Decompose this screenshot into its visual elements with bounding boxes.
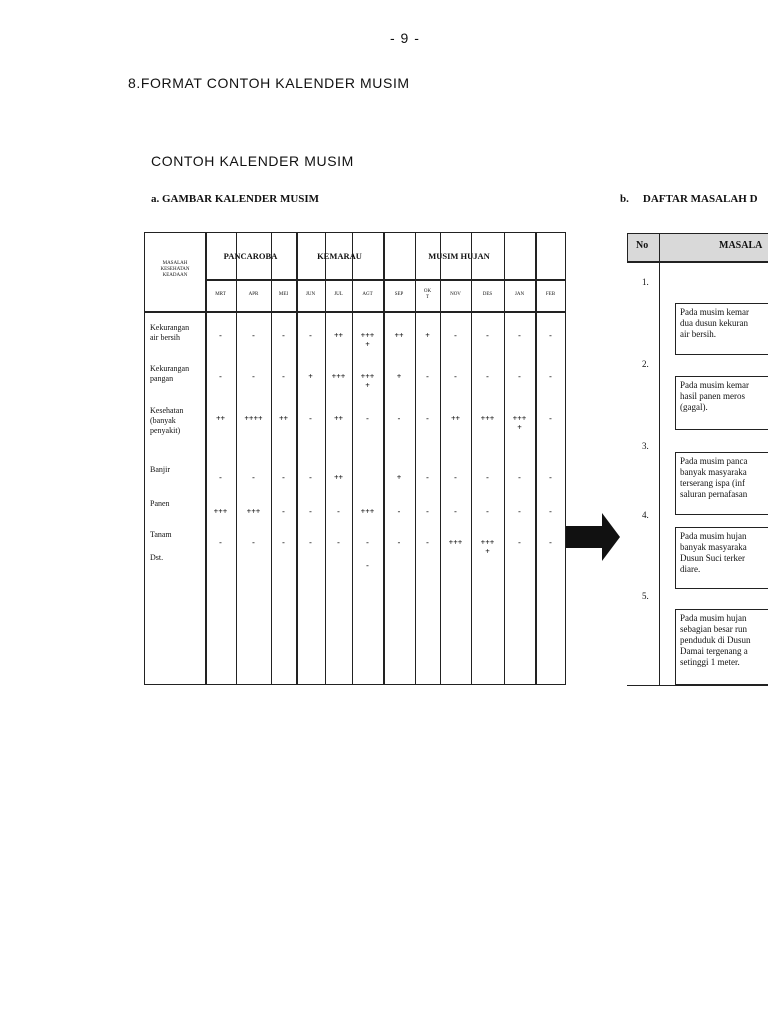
calendar-cell <box>478 538 498 556</box>
problem-text-line: Dusun Suci terker <box>680 553 745 563</box>
month-header <box>271 292 296 298</box>
calendar-cell <box>244 331 264 340</box>
calendar-cell <box>244 473 264 482</box>
header-bottom-line <box>145 311 565 313</box>
calendar-cell-value: +++ <box>360 507 375 516</box>
calendar-cell <box>446 414 466 423</box>
calendar-cell-value: + <box>425 331 430 340</box>
calendar-cell-value: - <box>486 473 489 482</box>
month-header-text: T <box>425 295 430 300</box>
calendar-cell <box>211 372 231 381</box>
row-label-line: air bersih <box>150 333 180 342</box>
problem-number: 4. <box>642 510 649 520</box>
month-header <box>205 292 236 298</box>
calendar-cell <box>389 473 409 482</box>
calendar-cell-value: +++ <box>213 507 228 516</box>
calendar-cell-value: +++ <box>360 331 375 340</box>
problem-text-line: Pada musim kemar <box>680 380 749 390</box>
row-label-line: penyakit) <box>150 426 181 435</box>
calendar-cell-value: - <box>219 372 222 381</box>
month-header-text: JUN <box>305 292 316 297</box>
calendar-cell-value: - <box>518 538 521 547</box>
calendar-cell-value: - <box>426 507 429 516</box>
calendar-cell <box>478 331 498 340</box>
row-label-line: (banyak <box>150 416 176 425</box>
month-header <box>296 292 325 298</box>
calendar-cell <box>301 372 321 381</box>
month-header <box>415 289 440 301</box>
calendar-cell-value: - <box>397 507 401 516</box>
row-label <box>150 553 205 563</box>
problem-text-line: setinggi 1 meter. <box>680 657 740 667</box>
month-header <box>535 292 566 298</box>
calendar-cell-value: +++ <box>331 372 346 381</box>
calendar-cell-value: - <box>549 331 552 340</box>
problem-box <box>675 452 768 515</box>
calendar-cell <box>301 414 321 423</box>
seasonal-calendar-table <box>144 232 566 685</box>
calendar-cell <box>274 414 294 423</box>
calendar-cell-value: + <box>485 547 490 556</box>
problem-list-line <box>627 262 768 263</box>
arrow-right-icon <box>566 513 620 561</box>
calendar-cell <box>329 331 349 340</box>
row-label-line: Banjir <box>150 465 170 474</box>
problem-box <box>675 527 768 589</box>
problem-text-line: sebagian besar run <box>680 624 747 634</box>
calendar-cell <box>274 372 294 381</box>
column-divider <box>504 233 505 684</box>
calendar-cell-value: - <box>486 331 489 340</box>
calendar-cell <box>244 507 264 516</box>
calendar-cell-value: +++ <box>512 414 527 423</box>
calendar-cell-value: + <box>308 372 313 381</box>
calendar-cell-value: - <box>549 538 552 547</box>
calendar-cell <box>244 538 264 547</box>
month-header-text: AGT <box>362 292 373 297</box>
calendar-cell-value: - <box>426 473 429 482</box>
calendar-cell <box>418 414 438 423</box>
row-label-line: Kekurangan <box>150 323 190 332</box>
caption-text: DAFTAR MASALAH D <box>642 193 758 205</box>
calendar-cell <box>329 414 349 423</box>
problem-text-line: terserang ispa (inf <box>680 478 745 488</box>
calendar-cell <box>358 331 378 349</box>
calendar-cell-value: - <box>282 538 285 547</box>
problem-text-line: dua dusun kekuran <box>680 318 748 328</box>
calendar-cell-value: ++ <box>394 331 404 340</box>
month-header <box>383 292 415 298</box>
calendar-cell-value: - <box>518 473 521 482</box>
page-number: - 9 - <box>390 30 420 46</box>
season-header: PANCAROBA <box>223 251 278 261</box>
row-label-line: Tanam <box>150 530 172 539</box>
problem-list-table <box>627 233 768 686</box>
month-header <box>504 292 535 298</box>
calendar-cell <box>389 331 409 340</box>
problem-number: 5. <box>642 591 649 601</box>
calendar-cell <box>478 507 498 516</box>
calendar-cell-value: - <box>549 414 552 423</box>
section-title: 8.FORMAT CONTOH KALENDER MUSIM <box>128 75 410 91</box>
problem-text-line: Pada musim kemar <box>680 307 749 317</box>
problem-text-line: Pada musim hujan <box>680 613 747 623</box>
row-label <box>150 530 205 540</box>
calendar-cell <box>301 507 321 516</box>
column-divider <box>535 233 537 684</box>
problem-text-line: hasil panen meros <box>680 391 745 401</box>
calendar-cell <box>358 561 378 570</box>
calendar-cell-value: ++ <box>333 331 344 340</box>
calendar-cell <box>329 507 349 516</box>
calendar-cell-value: - <box>309 473 312 482</box>
row-label-line: Kekurangan <box>150 364 190 373</box>
calendar-cell <box>478 372 498 381</box>
calendar-cell-value: - <box>426 372 429 381</box>
calendar-cell-value: - <box>282 372 285 381</box>
calendar-cell-value: - <box>454 507 457 516</box>
calendar-cell-value: +++ <box>480 414 495 423</box>
problem-text-line: (gagal). <box>680 402 708 412</box>
calendar-cell-value: - <box>426 414 429 423</box>
calendar-cell-value: - <box>252 331 255 340</box>
row-label <box>150 499 205 509</box>
calendar-cell-value: - <box>486 372 489 381</box>
calendar-cell <box>541 473 561 482</box>
calendar-cell <box>541 538 561 547</box>
calendar-cell <box>244 414 264 423</box>
column-divider <box>383 233 385 684</box>
problem-text-line: penduduk di Dusun <box>680 635 751 645</box>
calendar-cell <box>478 473 498 482</box>
calendar-cell-value: - <box>252 372 255 381</box>
calendar-cell <box>418 473 438 482</box>
corner-label <box>147 261 203 279</box>
calendar-cell-value: + <box>517 423 522 432</box>
month-header-text: JAN <box>514 292 525 297</box>
calendar-cell-value: + <box>396 473 402 482</box>
calendar-cell <box>510 507 530 516</box>
column-divider <box>440 233 441 684</box>
header-divider <box>205 279 565 281</box>
problem-list-divider <box>659 233 660 686</box>
calendar-cell <box>358 372 378 390</box>
calendar-cell-value: - <box>366 561 369 570</box>
calendar-cell <box>389 507 409 516</box>
problem-text-line: saluran pernafasan <box>680 489 748 499</box>
problem-text-line: banyak masyaraka <box>680 467 747 477</box>
row-label-line: Kesehatan <box>150 406 184 415</box>
calendar-cell-value: - <box>366 538 369 547</box>
problem-list-caption <box>620 193 758 205</box>
calendar-cell <box>274 538 294 547</box>
calendar-cell <box>358 414 378 423</box>
calendar-cell-value: - <box>219 473 222 482</box>
calendar-cell <box>211 331 231 340</box>
month-header <box>440 292 471 298</box>
calendar-cell-value: +++ <box>246 507 261 516</box>
column-divider <box>325 233 326 684</box>
column-divider <box>205 233 207 684</box>
season-header: MUSIM HUJAN <box>428 251 490 261</box>
calendar-cell <box>541 414 561 423</box>
calendar-cell <box>446 538 466 547</box>
corner-label-line: MASALAH <box>162 261 188 266</box>
problem-box <box>675 376 768 430</box>
calendar-cell <box>274 331 294 340</box>
month-header-text: SEP <box>394 292 404 297</box>
calendar-cell <box>510 414 530 432</box>
month-header-text: JUL <box>334 292 343 297</box>
calendar-cell-value: - <box>454 372 457 381</box>
calendar-cell <box>358 538 378 547</box>
calendar-cell-value: + <box>396 372 402 381</box>
problem-text-line: air bersih. <box>680 329 716 339</box>
calendar-cell <box>541 331 561 340</box>
row-label <box>150 323 205 343</box>
calendar-cell-value: - <box>518 507 521 516</box>
calendar-cell-value: ++++ <box>244 414 263 423</box>
month-header-text: DES <box>482 292 493 297</box>
calendar-cell <box>211 538 231 547</box>
calendar-cell-value: - <box>337 507 340 516</box>
calendar-cell-value: - <box>219 331 222 340</box>
calendar-cell <box>541 372 561 381</box>
calendar-cell <box>301 473 321 482</box>
season-header: KEMARAU <box>317 251 362 261</box>
problem-text-line: Pada musim hujan <box>680 531 747 541</box>
calendar-cell <box>244 372 264 381</box>
calendar-cell <box>510 372 530 381</box>
calendar-cell-value: - <box>219 538 222 547</box>
calendar-cell-value: ++ <box>215 414 226 423</box>
calendar-cell-value: - <box>397 414 401 423</box>
calendar-cell-value: ++ <box>333 473 344 482</box>
month-header-text: NOV <box>450 292 461 297</box>
calendar-cell <box>446 507 466 516</box>
calendar-cell-value: - <box>366 414 369 423</box>
row-label <box>150 406 205 436</box>
column-divider <box>271 233 272 684</box>
calendar-cell-value: - <box>309 507 312 516</box>
calendar-cell-value: - <box>486 507 489 516</box>
calendar-cell <box>541 507 561 516</box>
subtitle: CONTOH KALENDER MUSIM <box>151 153 354 169</box>
month-header-text: FEB <box>545 292 556 297</box>
calendar-cell <box>418 538 438 547</box>
row-label-line: Dst. <box>150 553 164 562</box>
problem-number: 1. <box>642 277 649 287</box>
row-label <box>150 364 205 384</box>
calendar-cell-value: +++ <box>360 372 375 381</box>
calendar-cell <box>211 507 231 516</box>
month-header-text: MRT <box>215 292 226 297</box>
calendar-cell <box>211 414 231 423</box>
calendar-cell <box>301 331 321 340</box>
problem-text-line: banyak masyaraka <box>680 542 747 552</box>
month-header-text: APR <box>248 292 259 297</box>
calendar-cell-value: +++ <box>480 538 495 547</box>
calendar-cell <box>418 372 438 381</box>
column-divider <box>352 233 353 684</box>
calendar-cell-value: - <box>454 473 457 482</box>
calendar-cell <box>274 507 294 516</box>
calendar-cell-value: - <box>309 538 312 547</box>
calendar-cell <box>446 473 466 482</box>
calendar-cell <box>274 473 294 482</box>
calendar-cell <box>446 331 466 340</box>
month-header-text: MEI <box>278 292 289 297</box>
problem-box <box>675 303 768 355</box>
row-label-line: pangan <box>150 374 174 383</box>
calendar-cell <box>418 331 438 340</box>
calendar-cell-value: - <box>337 538 340 547</box>
calendar-cell <box>510 473 530 482</box>
calendar-cell-value: - <box>549 507 552 516</box>
problem-number: 3. <box>642 441 649 451</box>
calendar-cell-value: ++ <box>278 414 289 423</box>
month-header <box>352 292 383 298</box>
calendar-cell <box>301 538 321 547</box>
calendar-cell <box>478 414 498 423</box>
calendar-cell <box>358 507 378 516</box>
calendar-caption: a. GAMBAR KALENDER MUSIM <box>151 193 320 205</box>
row-label-line: Panen <box>150 499 170 508</box>
column-divider <box>471 233 472 684</box>
calendar-cell-value: + <box>365 340 370 349</box>
month-header-text: OK <box>423 289 432 294</box>
month-header <box>471 292 504 298</box>
problem-list-bottom-line <box>627 685 768 686</box>
calendar-cell <box>510 331 530 340</box>
calendar-cell <box>329 473 349 482</box>
calendar-cell-value: - <box>282 507 285 516</box>
calendar-cell <box>510 538 530 547</box>
calendar-cell <box>329 372 349 381</box>
column-header-no: No <box>636 240 649 251</box>
calendar-cell-value: ++ <box>333 414 344 423</box>
corner-label-line: KEADAAN <box>162 273 188 278</box>
calendar-cell-value: - <box>252 538 255 547</box>
calendar-cell-value: - <box>518 331 521 340</box>
caption-letter: b. <box>620 193 629 205</box>
calendar-cell-value: - <box>309 414 312 423</box>
calendar-cell-value: - <box>282 473 285 482</box>
calendar-cell-value: - <box>454 331 457 340</box>
problem-number: 2. <box>642 359 649 369</box>
calendar-cell-value: + <box>365 381 370 390</box>
calendar-cell <box>446 372 466 381</box>
calendar-cell-value: ++ <box>450 414 461 423</box>
row-label <box>150 465 205 475</box>
calendar-cell <box>389 538 409 547</box>
column-header-masalah: MASALA <box>719 240 763 251</box>
calendar-cell <box>211 473 231 482</box>
calendar-cell-value: - <box>309 331 312 340</box>
calendar-cell <box>418 507 438 516</box>
corner-label-line: KESEHATAN <box>160 267 190 272</box>
calendar-cell-value: - <box>426 538 429 547</box>
calendar-cell <box>389 372 409 381</box>
problem-text-line: Pada musim panca <box>680 456 748 466</box>
calendar-cell-value: - <box>549 372 552 381</box>
column-divider <box>236 233 237 684</box>
calendar-cell-value: - <box>518 372 521 381</box>
problem-text-line: diare. <box>680 564 701 574</box>
calendar-cell-value: - <box>549 473 552 482</box>
calendar-cell-value: +++ <box>448 538 463 547</box>
calendar-cell-value: - <box>252 473 255 482</box>
month-header <box>325 292 352 298</box>
calendar-cell <box>329 538 349 547</box>
month-header <box>236 292 271 298</box>
calendar-cell-value: - <box>397 538 401 547</box>
column-divider <box>296 233 298 684</box>
calendar-cell-value: - <box>282 331 285 340</box>
problem-box <box>675 609 768 685</box>
problem-text-line: Damai tergenang a <box>680 646 748 656</box>
calendar-cell <box>389 414 409 423</box>
